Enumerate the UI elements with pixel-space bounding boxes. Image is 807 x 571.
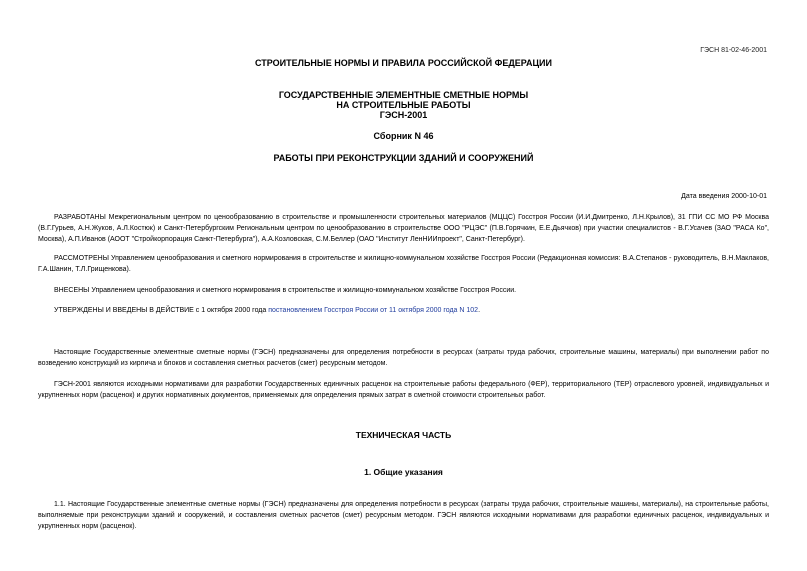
paragraph-introduced: ВНЕСЕНЫ Управлением ценообразования и сметного нормирования в строительстве и жилищно-коммунальном хозяйстве Госстроя России. [54, 287, 517, 294]
general-instructions-heading: 1. Общие указания [364, 467, 443, 477]
introduction-date: Дата введения 2000-10-01 [681, 193, 767, 200]
document-code: ГЭСН 81-02-46-2001 [700, 47, 767, 54]
resolution-link[interactable]: постановлением Госстроя России от 11 октября 2000 года N 102 [268, 307, 479, 314]
paragraph-1-1: 1.1. Настоящие Государственные элементные сметные нормы (ГЭСН) предназначены для определения потребности в ресурсах (затраты труда рабочих, строительные машины, материалы), на строительные работы, выполняемые при реконструкции зданий и сооружений, и составления сметных расчетов (смет) ресурсным методом. ГЭСН являются исходными нормативами для разработки единичных расценок, индивидуальных и укрупненных норм (расценок). [38, 501, 769, 530]
title-line-3: ГЭСН-2001 [379, 110, 428, 120]
title-line-2: НА СТРОИТЕЛЬНЫЕ РАБОТЫ [336, 100, 471, 110]
paragraph-approved [38, 305, 769, 316]
paragraph-reviewed: РАССМОТРЕНЫ Управлением ценообразования и сметного нормирования в строительстве и жилищно-коммунальном хозяйстве Госстроя России (Редакционная комиссия: В.А.Степанов - руководитель, В.Н.Маклаков, Г.А.Шанин, Т.Л.Грищенкова). [38, 255, 769, 273]
paragraph-basis: ГЭСН-2001 являются исходными нормативами для разработки Государственных единичных расценок на строительные работы федерального (ФЕР), территориального (ТЕР) отраслевого уровней, индивидуальных и укрупненных норм (расценок) и других нормативных документов, применяемых для определения прямых затрат в сметной стоимости строительных работ. [38, 381, 769, 399]
title-line-1: ГОСУДАРСТВЕННЫЕ ЭЛЕМЕНТНЫЕ СМЕТНЫЕ НОРМЫ [278, 90, 529, 100]
main-title: СТРОИТЕЛЬНЫЕ НОРМЫ И ПРАВИЛА РОССИЙСКОЙ ФЕДЕРАЦИИ [255, 58, 552, 68]
collection-number: Сборник N 46 [373, 131, 434, 141]
technical-part-heading: ТЕХНИЧЕСКАЯ ЧАСТЬ [355, 430, 452, 440]
paragraph-purpose: Настоящие Государственные элементные сметные нормы (ГЭСН) предназначены для определения потребности в ресурсах (затраты труда рабочих, строительные машины, материалы) при выполнении работ по возведению конструкций из кирпича и блоков и составления сметных расчетов (смет) ресурсным методом. [38, 349, 769, 367]
paragraph-developed: РАЗРАБОТАНЫ Межрегиональным центром по ценообразованию в строительстве и промышленности строительных материалов (МЦЦС) Госстроя России (И.И.Дмитренко, Л.Н.Крылов), 31 ГПИ СС МО РФ Москва (В.Г.Гурьев, А.Н.Жуков, А.Л.Костюк) и Санкт-Петербургским Региональным центром по ценообразованию в строительстве ООО "РЦЭС" (П.В.Горячкин, Е.Е.Дьячков) при участии специалистов - В.Г.Усачев (ЗАО "РАСА Ко", Москва), А.П.Иванов (АООТ "Стройкорпорация Санкт-Петербурга"), А.А.Козловская, С.М.Беллер (ОАО "Институт ЛенНИИпроект", Санкт-Петербург). [38, 214, 769, 243]
collection-title: РАБОТЫ ПРИ РЕКОНСТРУКЦИИ ЗДАНИЙ И СООРУЖЕНИЙ [273, 153, 534, 163]
approved-text: УТВЕРЖДЕНЫ И ВВЕДЕНЫ В ДЕЙСТВИЕ с 1 октября 2000 года [54, 307, 269, 314]
approved-end: . [478, 307, 481, 314]
